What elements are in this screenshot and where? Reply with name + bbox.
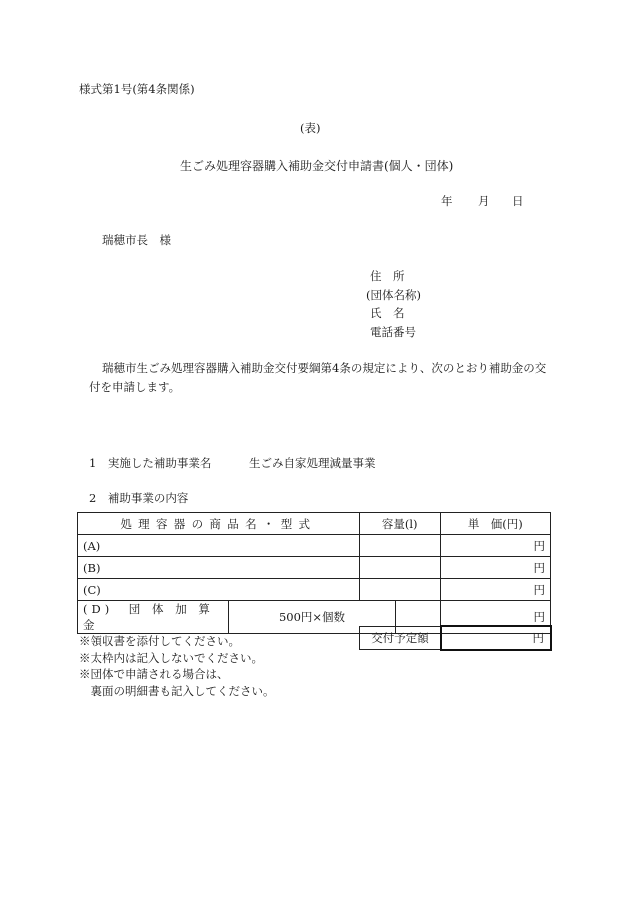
row-a-label: (A) [78, 535, 360, 557]
row-a-capacity [359, 535, 440, 557]
table-row [78, 557, 551, 579]
group-bonus-unit: 円 [440, 601, 550, 634]
group-bonus-label: (D) 団 体 加 算 金 [78, 601, 229, 633]
addressee: 瑞穂市長 様 [102, 233, 171, 247]
notes [79, 633, 275, 699]
section1-value: 生ごみ自家処理減量事業 [249, 456, 376, 470]
date-day: 日 [512, 194, 524, 208]
applicant-name-label: 氏 名 [370, 306, 405, 320]
applicant-group-label: (団体名称) [366, 288, 421, 302]
items-table [77, 512, 551, 634]
total-label: 交付予定額 [359, 626, 441, 650]
group-bonus-formula: 500円×個数 [229, 601, 396, 633]
header-product-name: 処理容器の商品名・型式 [78, 513, 360, 535]
body-text-line1: 瑞穂市生ごみ処理容器購入補助金交付要綱第4条の規定により、次のとおり補助金の交 [102, 361, 547, 375]
document-title: 生ごみ処理容器購入補助金交付申請書(個人・団体) [180, 159, 454, 173]
form-number: 様式第1号(第4条関係) [79, 82, 195, 96]
section1-label: 1 実施した補助事業名 [89, 456, 212, 470]
date-month: 月 [478, 194, 490, 208]
table-row [78, 535, 551, 557]
section2-label: 2 補助事業の内容 [89, 491, 189, 505]
applicant-address-label: 住 所 [370, 269, 405, 283]
row-b-label: (B) [78, 557, 360, 579]
table-row [78, 579, 551, 601]
row-b-unit: 円 [440, 557, 550, 579]
date-year: 年 [441, 194, 453, 208]
row-a-unit: 円 [440, 535, 550, 557]
row-c-label: (C) [78, 579, 360, 601]
row-b-capacity [359, 557, 440, 579]
body-text-line2: 付を申請します。 [89, 380, 181, 394]
table-header-row [78, 513, 551, 535]
note-item: ※団体で申請される場合は、 [79, 667, 229, 681]
side-label: (表) [300, 121, 321, 135]
row-c-unit: 円 [440, 579, 550, 601]
total-box: 円 [440, 625, 552, 651]
applicant-phone-label: 電話番号 [370, 325, 416, 339]
note-item: ※領収書を添付してください。 [79, 634, 240, 648]
header-unit-price: 単 価(円) [440, 513, 550, 535]
note-item: 裏面の明細書も記入してください。 [79, 683, 275, 698]
header-capacity: 容量(l) [359, 513, 440, 535]
note-item: ※太枠内は記入しないでください。 [79, 650, 263, 665]
row-c-capacity [359, 579, 440, 601]
